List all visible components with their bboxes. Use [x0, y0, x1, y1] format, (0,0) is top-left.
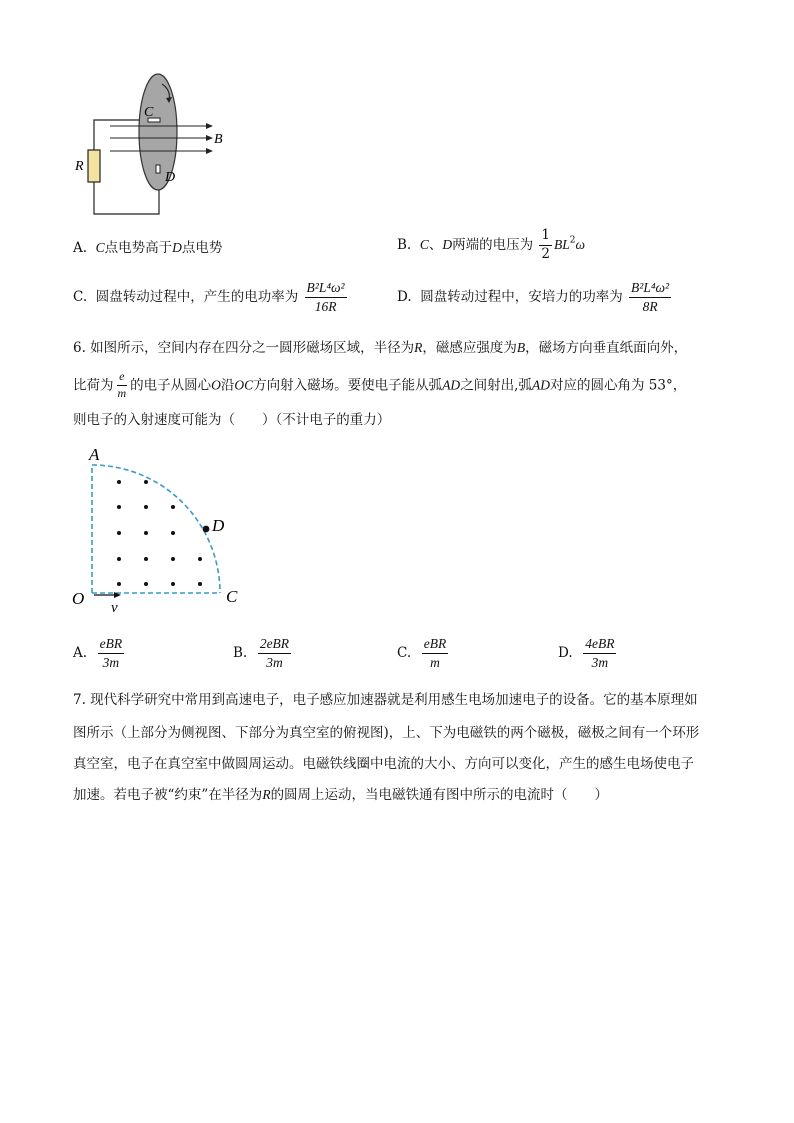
label-c2: C: [226, 587, 238, 606]
brush-d: [156, 165, 160, 173]
q5-option-c[interactable]: C. 圆盘转动过程中，产生的电功率为 $\frac{\text{B²L⁴ω²}}{16R}$: [73, 280, 345, 314]
resistor: [88, 150, 100, 182]
q6-option-b[interactable]: B. $\frac{\text{2eBR}}{3m}$: [233, 636, 290, 670]
disc-generator-figure: [70, 68, 230, 220]
q6-line-2: 比荷为 $\frac{e}{m}$ 的电子从圆心O沿OC方向射入磁场。要使电子能从弧AD之间射出,弧AD对应的圆心角为 53°，: [73, 369, 687, 400]
q7-line-1: 7. 现代科学研究中常用到高速电子，电子感应加速器就是利用感生电场加速电子的设备。它的基本原理如: [73, 692, 698, 708]
q7-line-3: 真空室，电子在真空室中做圆周运动。电磁铁线圈中电流的大小、方向可以变化，产生的感生电场使电子: [73, 756, 694, 772]
q7-line-2: 图所示（上部分为侧视图、下部分为真空室的俯视图)，上、下为电磁铁的两个磁极，磁极之间有一个环形: [73, 725, 700, 741]
q6-line-3: 则电子的入射速度可能为（ ）（不计电子的重力）: [73, 412, 391, 428]
q5-option-b[interactable]: B. C、D两端的电压为 $\frac{1}{2}$ $BL^2\omega$: [397, 227, 586, 262]
field-dots: [117, 480, 202, 586]
q7-line-4: 加速。若电子被“约束”在半径为R的圆周上运动，当电磁铁通有图中所示的电流时（ ）: [73, 787, 609, 803]
label-o: O: [72, 589, 85, 608]
q6-option-d[interactable]: D. $\frac{\text{4eBR}}{3m}$: [558, 636, 615, 670]
label-a: A: [89, 446, 100, 464]
q6-option-a[interactable]: A. $\frac{\text{eBR}}{3m}$: [73, 636, 123, 670]
q6-line-1: 6. 如图所示，空间内存在四分之一圆形磁场区域，半径为R，磁感应强度为B，磁场方向垂直纸面向外，: [73, 340, 688, 356]
quarter-circle-field-figure: [68, 446, 258, 614]
q5-option-d[interactable]: D. 圆盘转动过程中，安培力的功率为 $\frac{\text{B²L⁴ω²}}{8R}$: [397, 280, 670, 314]
label-d2: D: [212, 516, 225, 535]
point-d: [203, 526, 210, 533]
field-boundary: [92, 465, 220, 593]
label-r: R: [75, 159, 84, 174]
label-c: C: [144, 105, 154, 120]
q6-option-c[interactable]: C. $\frac{\text{eBR}}{m}$: [397, 636, 447, 670]
label-v: v: [111, 600, 118, 614]
q5-option-a[interactable]: A. C点电势高于D点电势: [73, 240, 223, 256]
label-b: B: [214, 132, 223, 147]
label-d: D: [165, 170, 176, 185]
